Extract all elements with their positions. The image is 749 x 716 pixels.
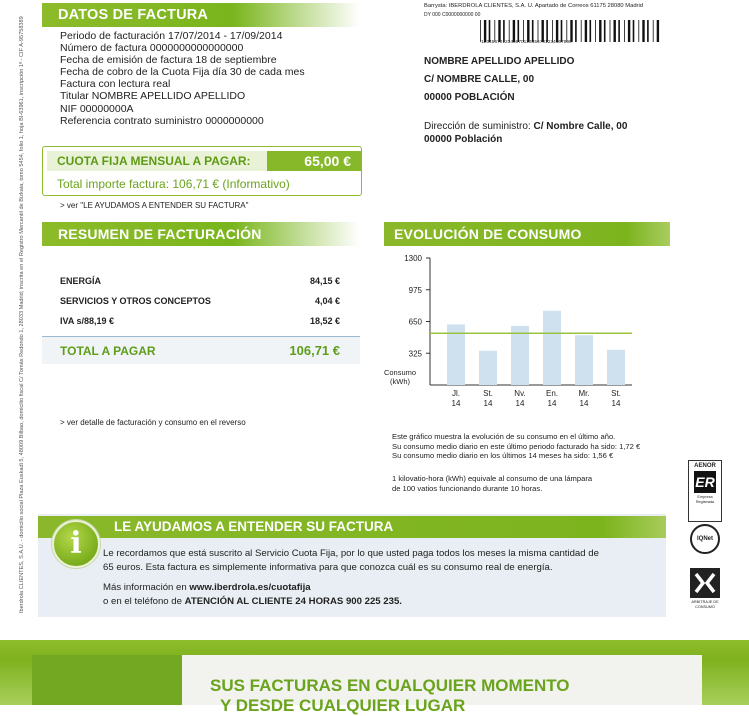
barcode-bar [538, 20, 539, 42]
cuota-fija-box [42, 146, 362, 196]
x-tick-label: 14 [611, 399, 621, 408]
total-importe: Total importe factura: 106,71 € (Informativo) [57, 177, 290, 191]
datos-line: NIF 00000000A [60, 102, 134, 115]
barcode-bar [604, 20, 606, 42]
y-tick-label: 650 [408, 317, 422, 327]
y-tick-label: 975 [408, 285, 422, 295]
barcode-bar [561, 20, 563, 42]
barcode-bar [494, 20, 495, 42]
total-value: 106,71 € [289, 343, 340, 358]
consumo-bar [575, 335, 593, 385]
sender-line: Barrysta: IBERDROLA CLIENTES, S.A. U. Apartado de Correos 61175 28080 Madrid [424, 3, 643, 9]
ayuda-more [103, 582, 311, 593]
barcode-bar [614, 20, 616, 42]
barcode-bar [595, 20, 596, 42]
cuota-amount: 65,00 € [267, 151, 361, 171]
supply-label: Dirección de suministro: [424, 121, 531, 132]
x-tick-label: 14 [547, 399, 557, 408]
barcode-bar [546, 20, 548, 42]
datos-line: Fecha de cobro de la Cuota Fija día 30 de cada mes [60, 66, 305, 79]
x-tick-label: St. [483, 389, 493, 398]
y-axis-label: Consumo [383, 368, 417, 377]
datos-line: Factura con lectura real [60, 78, 171, 91]
barcode-bar [618, 20, 620, 42]
info-icon: i [52, 520, 100, 568]
ayuda-phone [103, 596, 402, 607]
barcode-bar [599, 20, 601, 42]
barcode-bar [647, 20, 649, 42]
phone-prefix: o en el teléfono de [103, 596, 185, 607]
kwh-note: 1 kilovatio-hora (kWh) equivale al consumo de una lámpara [392, 474, 593, 483]
barcode-bar [657, 20, 659, 42]
barcode-bar [590, 20, 592, 42]
evolucion-note: Su consumo medio diario en este último periodo facturado ha sido: 1,72 € [392, 441, 641, 451]
barcode-bar [653, 20, 654, 42]
total-label: TOTAL A PAGAR [60, 344, 156, 358]
barcode-bar [610, 20, 611, 42]
x-tick-label: 14 [515, 399, 525, 408]
datos-line: Número de factura 0000000000000000 [60, 42, 244, 55]
arbitraje-label: ARBITRAJE DE CONSUMO [691, 600, 719, 609]
barcode-bar [523, 20, 524, 42]
resumen-row [60, 316, 340, 326]
ayuda-header: LE AYUDAMOS A ENTENDER SU FACTURA [38, 516, 666, 538]
promo-title: SUS FACTURAS EN CUALQUIER MOMENTO [210, 676, 570, 695]
resumen-row-value: 84,15 € [309, 276, 340, 286]
ver-detalle-link[interactable]: > ver detalle de facturación y consumo en el reverso [60, 418, 246, 427]
kwh-notes [392, 474, 592, 493]
datos-line: Titular NOMBRE APELLIDO APELLIDO [60, 90, 246, 103]
x-tick-label: Nv. [514, 389, 526, 398]
evolucion-note: Su consumo medio diario en los últimos 14 meses ha sido: 1,56 € [392, 451, 614, 461]
barcode [480, 20, 660, 42]
kwh-note: de 100 vatios funcionando durante 10 horas. [392, 483, 543, 493]
legal-side-text: Iberdrola CLIENTES, S.A.U. - domicilio social Plaza Euskadi 5, 48009 Bilbao, domicilio fiscal C/ Tomás Redondo 1, 28033 Madrid; inscrita en el Registro Mercantil de Bizkaia, tomo 5454, folio 1, hoja BI-63961, inscripción 1ª - CIF A-95758389 [19, 16, 25, 613]
resumen-row-value: 18,52 € [309, 316, 340, 326]
promo-green-panel [32, 655, 182, 705]
barcode-bar [624, 20, 625, 42]
barcode-bar [556, 20, 558, 42]
supply-city: 00000 Población [424, 134, 503, 145]
resumen-row-label: SERVICIOS Y OTROS CONCEPTOS [60, 296, 211, 306]
barcode-bar [489, 20, 491, 42]
total-a-pagar-bar [42, 336, 360, 364]
datos-factura-list [60, 30, 305, 127]
barcode-bar [509, 20, 510, 42]
barcode-number: 1234567012345670123456701234567890 [481, 40, 572, 45]
y-axis-label: (kWh) [390, 377, 410, 386]
x-tick-label: Jl. [452, 389, 460, 398]
iqnet-logo [688, 524, 722, 566]
consumo-chart [372, 250, 642, 420]
barcode-bar [566, 20, 567, 42]
barcode-bar [581, 20, 582, 42]
resumen-header: RESUMEN DE FACTURACIÓN [42, 222, 360, 246]
ver-ayuda-link[interactable]: > ver "LE AYUDAMOS A ENTENDER SU FACTURA" [60, 201, 249, 210]
sender-code: DY 000 C0000000000 00 [424, 12, 481, 18]
consumo-bar [607, 350, 625, 385]
barcode-bar [498, 20, 500, 42]
arbitraje-logo [688, 568, 722, 616]
x-tick-label: 14 [451, 399, 461, 408]
evolucion-note: Este gráfico muestra la evolución de su consumo en el último año. [392, 432, 616, 441]
datos-line: Fecha de emisión de factura 18 de septiembre [60, 54, 277, 67]
barcode-bar [484, 20, 486, 42]
ayuda-line: 65 euros. Esta factura es simplemente informativa para que conozca cuál es su consumo real de energía. [103, 562, 553, 573]
x-tick-label: 14 [483, 399, 493, 408]
resumen-row-label: ENERGÍA [60, 276, 102, 286]
consumo-bar [511, 326, 529, 385]
barcode-bar [518, 20, 520, 42]
x-tick-label: Mr. [578, 389, 590, 398]
y-tick-label: 325 [408, 349, 422, 359]
barcode-bar [513, 20, 515, 42]
phone-number: ATENCIÓN AL CLIENTE 24 HORAS 900 225 235. [184, 596, 402, 607]
er-mark: ER [694, 471, 716, 493]
supply-address [424, 121, 627, 145]
barcode-bar [527, 20, 529, 42]
barcode-bar [628, 20, 630, 42]
aenor-er-logo [688, 460, 722, 522]
recipient-street: C/ NOMBRE CALLE, 00 [424, 74, 535, 85]
aenor-label: AENOR [694, 463, 716, 469]
barcode-bar [532, 20, 534, 42]
consumo-bar [479, 351, 497, 385]
evolucion-notes [392, 432, 640, 461]
evolucion-header: EVOLUCIÓN DE CONSUMO [384, 222, 670, 246]
er-sub: Empresa Registrada [695, 495, 715, 504]
barcode-bar [570, 20, 572, 42]
barcode-bar [638, 20, 639, 42]
promo-subtitle: Y DESDE CUALQUIER LUGAR [220, 696, 466, 715]
datos-factura-header: DATOS DE FACTURA [42, 3, 360, 27]
consumo-bar [543, 311, 561, 385]
resumen-row-value: 4,04 € [314, 296, 340, 306]
more-url-link[interactable]: www.iberdrola.es/cuotafija [189, 582, 311, 593]
iqnet-circle: IQNet [690, 524, 720, 554]
ayuda-line: Le recordamos que está suscrito al Servicio Cuota Fija, por lo que usted paga todos los meses la misma cantidad de [103, 548, 599, 559]
barcode-bar [542, 20, 544, 42]
barcode-bar [642, 20, 644, 42]
more-prefix: Más información en [103, 582, 190, 593]
x-tick-label: 14 [579, 399, 589, 408]
cuota-label: CUOTA FIJA MENSUAL A PAGAR: [47, 151, 310, 171]
barcode-bar [480, 20, 481, 42]
barcode-bar [552, 20, 553, 42]
recipient-block [424, 56, 574, 103]
y-tick-label: 1300 [404, 254, 422, 263]
datos-line: Referencia contrato suministro 0000000000 [60, 114, 264, 127]
barcode-bar [503, 20, 505, 42]
datos-line: Periodo de facturación 17/07/2014 - 17/09/2014 [60, 30, 283, 42]
arbitraje-mark [690, 568, 720, 598]
recipient-name: NOMBRE APELLIDO APELLIDO [424, 56, 575, 67]
barcode-bar [585, 20, 587, 42]
barcode-bar [575, 20, 577, 42]
resumen-row [60, 276, 340, 286]
supply-street: C/ Nombre Calle, 00 [533, 121, 628, 132]
recipient-city: 00000 POBLACIÓN [424, 92, 515, 103]
x-tick-label: St. [611, 389, 621, 398]
resumen-row [60, 296, 340, 306]
x-tick-label: En. [545, 389, 559, 398]
barcode-bar [633, 20, 635, 42]
resumen-row-label: IVA s/88,19 € [60, 316, 115, 326]
